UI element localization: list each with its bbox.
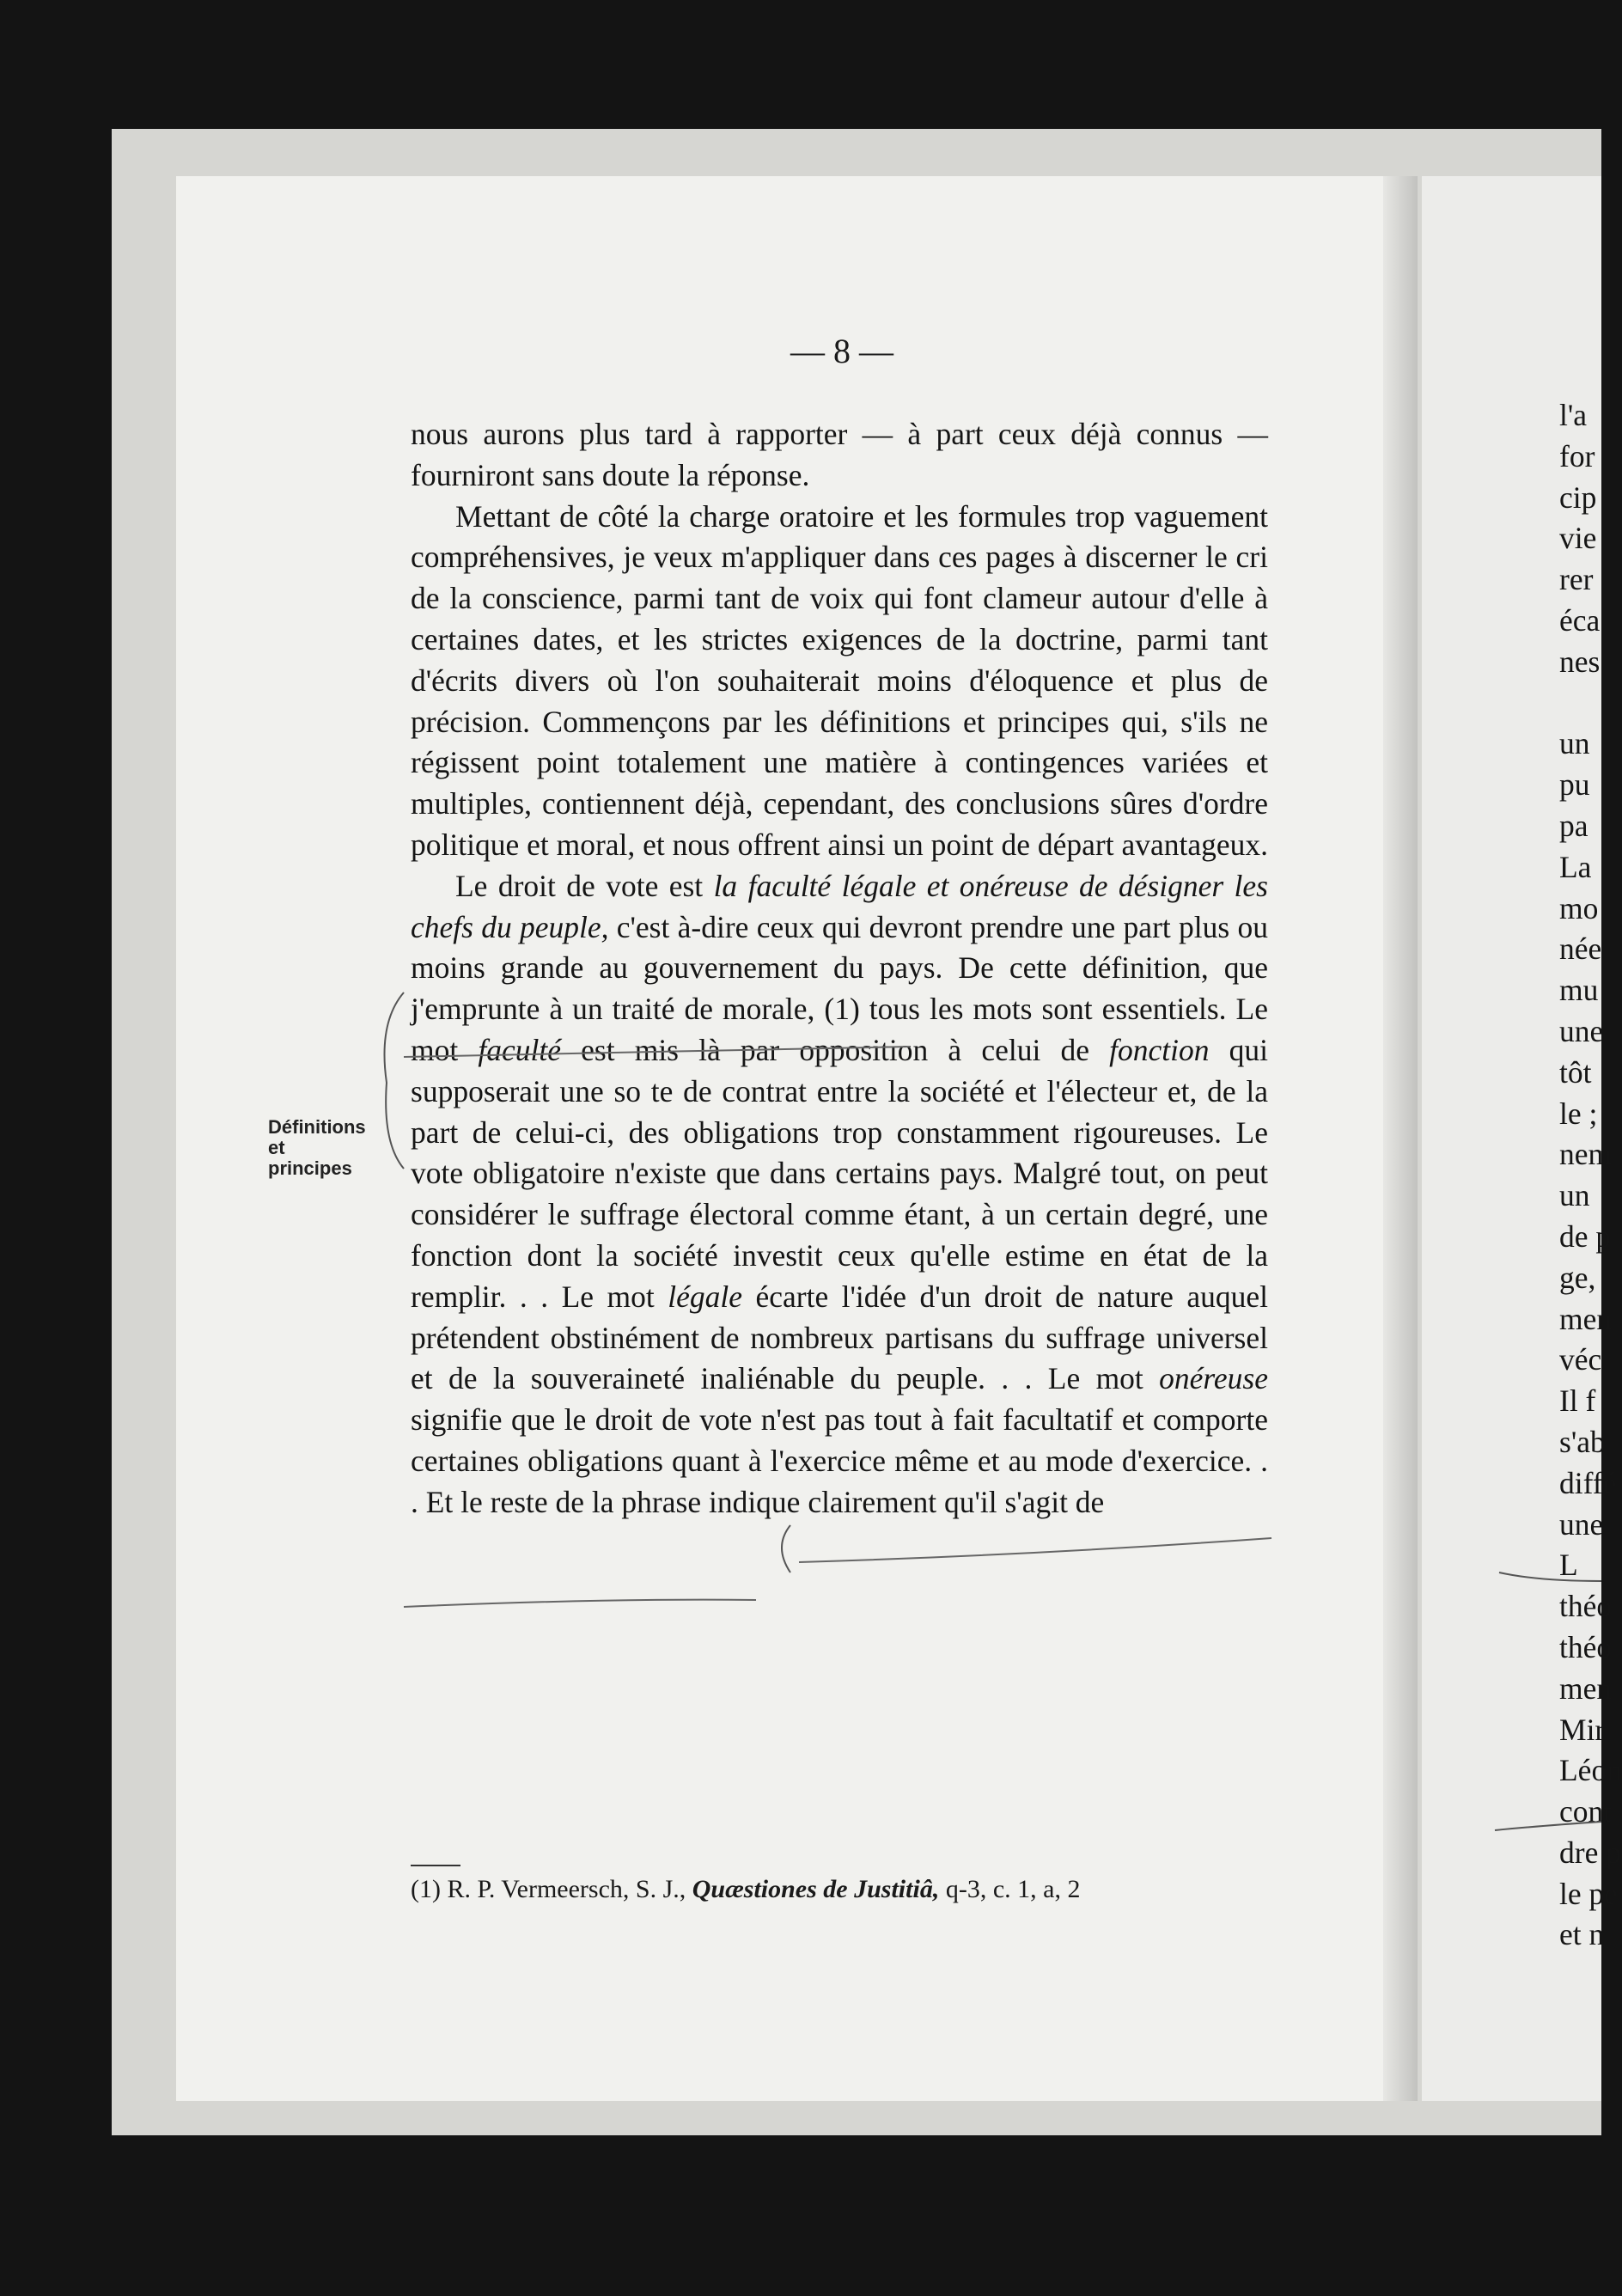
term-legale: légale <box>668 1279 742 1314</box>
paragraph-1: nous aurons plus tard à rapporter — à part ceux déjà connus — fourniront sans doute la réponse. <box>411 417 1268 492</box>
footnote-marker: (1) <box>411 1875 441 1903</box>
margin-note-line-3: principes <box>268 1157 352 1179</box>
footnote-ref: q-3, c. 1, a, 2 <box>939 1875 1081 1903</box>
p3-part-2: c'est à-dire ceux qui devront prendre une part plus ou moins grande au gouvernement du pays. De cette définition, que j'emprunte à un traité de morale, (1) tous les mots sont essentiels. Le mot <box>411 909 1268 1067</box>
body-text <box>411 414 1268 1524</box>
book-gutter <box>1383 176 1418 2101</box>
footnote-title: Quæstiones de Justitiâ, <box>692 1875 940 1903</box>
definition-italic: la faculté légale et onéreuse de désigner les chefs du peuple, <box>411 868 1268 944</box>
p3-start: Le droit de vote est <box>455 868 714 903</box>
page-number: — 8 — <box>790 332 893 370</box>
p3-part-6: signifie que le droit de vote n'est pas tout à fait facultatif et comporte certaines obligations quant à l'exercice même et au mode d'exercice. . . Et le reste de la phrase indique clairement qu'il s'agit de <box>411 1402 1268 1519</box>
margin-note-line-2: et <box>268 1137 285 1158</box>
footnote <box>411 1873 1270 1906</box>
footnote-author: R. P. Vermeersch, S. J., <box>440 1875 692 1903</box>
right-page <box>1422 176 1622 2101</box>
paragraph-3 <box>411 866 1268 1524</box>
p3-part-3: est mis là par opposition à celui de <box>560 1032 1110 1067</box>
p3-part-5: écarte l'idée d'un droit de nature auquel prétendent obstinément de nombreux partisans du suffrage universel et de la souveraineté inaliénable du peuple. . . Le mot <box>411 1279 1269 1396</box>
term-faculte: faculté <box>478 1032 561 1067</box>
right-page-fragments: l'a for cip vie rer éca nes un pu pa La mo née mu une tôt le ; nem un de p ge, men véc Il f s'ab diffé une L théo théo men Mir Léon cont dre p le pe et n <box>1559 398 1622 1952</box>
margin-note <box>268 1117 397 1179</box>
footnote-rule <box>411 1865 460 1866</box>
term-fonction: fonction <box>1109 1032 1210 1067</box>
term-onereuse: onéreuse <box>1159 1361 1268 1396</box>
paragraph-2: Mettant de côté la charge oratoire et les formules trop vaguement compréhensives, je veux m'appliquer dans ces pages à discerner le cri de la conscience, parmi tant de voix qui font clameur autour d'elle à certaines dates, et les strictes exigences de la doctrine, parmi tant d'écrits divers où l'on souhaiterait moins d'éloquence et plus de précision. Commençons par les définitions et principes qui, s'ils ne régissent point totalement une matière à contingences variées et multiples, contiennent déjà, cependant, des conclusions sûres d'ordre politique et moral, et nous offrent ainsi un point de départ avantageux. <box>411 498 1269 862</box>
p3-part-4: qui supposerait une so te de contrat entre la société et l'électeur et, de la part de celui-ci, des obligations trop constamment rigoureuses. Le vote obligatoire n'existe que dans certains pays. Malgré tout, on peut considérer le suffrage électoral comme étant, à un certain degré, une fonction dont la société investit ceux qu'elle estime en état de la remplir. . . Le mot <box>411 1032 1268 1314</box>
margin-note-line-1: Définitions <box>268 1116 366 1138</box>
